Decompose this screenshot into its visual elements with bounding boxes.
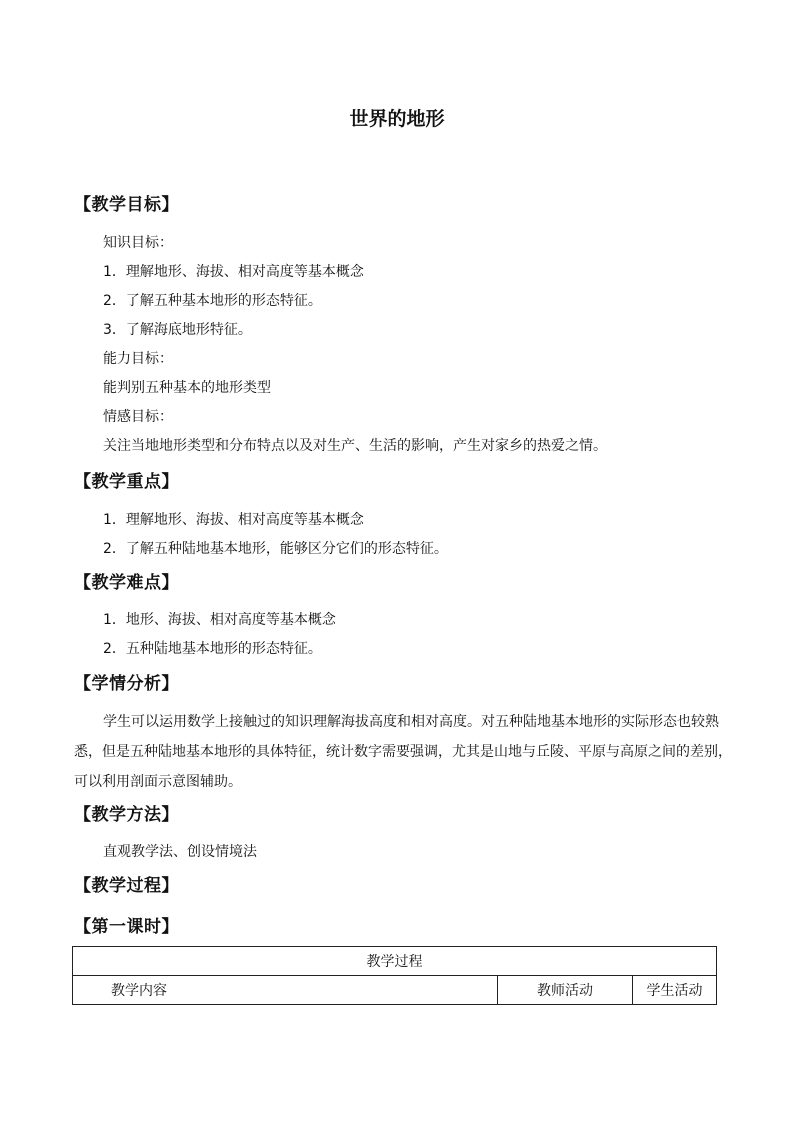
- emotion-goal-text: 关注当地地形类型和分布特点以及对生产、生活的影响，产生对家乡的热爱之情。: [103, 438, 607, 454]
- section-heading-methods: 【教学方法】: [74, 805, 179, 825]
- section-heading-process: 【教学过程】: [74, 876, 179, 896]
- key-point-item: 1．理解地形、海拔、相对高度等基本概念: [103, 512, 364, 528]
- knowledge-goal-item: 3．了解海底地形特征。: [103, 322, 252, 338]
- section-heading-key-points: 【教学重点】: [74, 472, 179, 492]
- methods-text: 直观教学法、创设情境法: [103, 844, 257, 860]
- teaching-process-table: [72, 946, 717, 1005]
- section-heading-goals: 【教学目标】: [74, 195, 179, 215]
- difficulty-item: 1．地形、海拔、相对高度等基本概念: [103, 612, 336, 628]
- table-caption-row: [73, 947, 717, 976]
- key-point-item: 2．了解五种陆地基本地形，能够区分它们的形态特征。: [103, 541, 448, 557]
- knowledge-goal-item: 1．理解地形、海拔、相对高度等基本概念: [103, 264, 364, 280]
- section-heading-difficulties: 【教学难点】: [74, 573, 179, 593]
- section-heading-lesson1: 【第一课时】: [74, 917, 179, 937]
- analysis-paragraph: 学生可以运用数学上接触过的知识理解海拔高度和相对高度。对五种陆地基本地形的实际形态也较熟悉，但是五种陆地基本地形的具体特征，统计数字需要强调，尤其是山地与丘陵、平原与高原之间的差别，可以利用剖面示意图辅助。: [74, 714, 732, 790]
- section-heading-analysis: 【学情分析】: [74, 674, 179, 694]
- table-caption: 教学过程: [73, 947, 717, 976]
- column-header-teacher: 教师活动: [498, 976, 633, 1005]
- knowledge-goal-item: 2．了解五种基本地形的形态特征。: [103, 293, 322, 309]
- document-title: 世界的地形: [349, 108, 445, 130]
- difficulty-item: 2．五种陆地基本地形的形态特征。: [103, 641, 322, 657]
- column-header-student: 学生活动: [633, 976, 717, 1005]
- column-header-content: 教学内容: [73, 976, 498, 1005]
- knowledge-goal-label: 知识目标：: [103, 235, 173, 251]
- ability-goal-label: 能力目标：: [103, 351, 173, 367]
- ability-goal-text: 能判别五种基本的地形类型: [103, 380, 271, 396]
- table-header-row: [73, 976, 717, 1005]
- emotion-goal-label: 情感目标：: [103, 409, 173, 425]
